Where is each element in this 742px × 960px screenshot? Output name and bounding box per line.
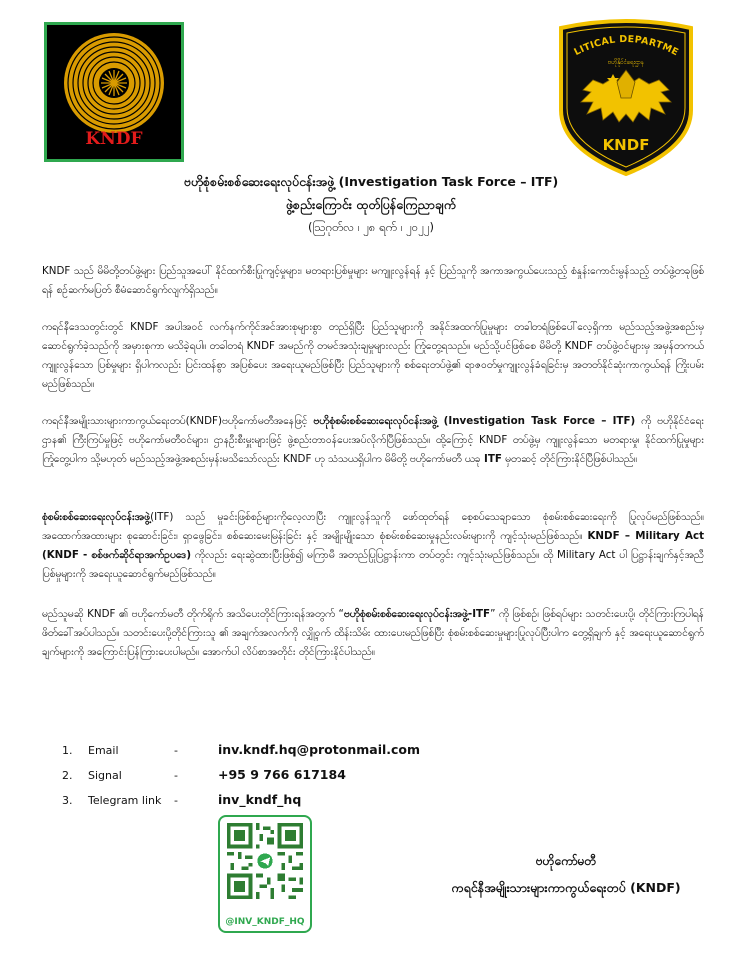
logo-kndf-text: KNDF [85, 129, 143, 149]
signature-organization: ကရင်နီအမျိုးသားများကာကွယ်ရေးတပ် (KNDF) [451, 880, 681, 895]
paragraph-4-text-d: ကိုလည်း ရေးဆွဲထားပြီးဖြစ်၍ မကြာမီ အတည်ပြုပြဋ္ဌာန်းကာ တပ်တွင်း ကျင့်သုံးမည်ဖြစ်သည်။ ထို Military Act ပါ ပြဋ္ဌာန်းချက်နှင့်အညီ ပြစ်မှုများကို အရေးယူဆောင်ရွက်မည်ဖြစ်သည်။ [42, 549, 704, 580]
contact-label: Signal [88, 769, 122, 782]
contact-number: 1. [62, 744, 73, 757]
document-date: (သြဂုတ်လ ၊ ၂၈ ရက် ၊ ၂၀၂၂) [308, 220, 434, 234]
paragraph-4-text-b: (ITF) သည် မှုခင်းဖြစ်စဉ်များကိုလေ့လာပြီး ကျူးလွန်သူကို ဖော်ထုတ်ရန် စေ့စပ်သေချာသော စုံစမ်းစစ်ဆေးရေးကို ပြုလုပ်မည်ဖြစ်သည်။ အထောက်အထားများ စုဆောင်းခြင်း၊ ရှာဖွေခြင်း၊ စစ်ဆေးမေးမြန်းခြင်း နှင့် အမျိုးမျိုးသော စုံစမ်းစစ်ဆေးမှုနည်းလမ်းများကို ကျင့်သုံးမည်ဖြစ်သည်။ [42, 511, 704, 542]
document-title: ဗဟိုစုံစမ်းစစ်ဆေးရေးလုပ်ငန်းအဖွဲ့ (Investigation Task Force – ITF) [183, 174, 559, 189]
paragraph-3-itf: ITF [483, 453, 502, 465]
contact-row-signal [62, 765, 462, 790]
contact-row-telegram [62, 790, 462, 815]
qr-code-icon [227, 823, 303, 899]
document-subtitle: ဖွဲ့စည်းကြောင်း ထုတ်ပြန်ကြေညာချက် [285, 197, 457, 212]
badge-subtitle: ဗဟိုနိုင်ငံရေးဌာန [607, 59, 645, 66]
political-department-badge [553, 18, 699, 178]
paragraph-4-military-act: KNDF – Military Act (KNDF - စစ်ဖက်ဆိုင်ရာအက်ဥပဒေ) [42, 530, 704, 561]
contact-label: Telegram link [88, 794, 162, 807]
kndf-emblem-logo [44, 22, 184, 162]
paragraph-5-text-c: ” ကို ဖြစ်စဉ်၊ ဖြစ်ရပ်များ သတင်းပေးပို့၊ တိုင်ကြားကြပါရန် ဖိတ်ခေါ်အပ်ပါသည်။ သတင်းပေးပို့တိုင်ကြားသူ ၏ အချက်အလက်ကို လျှို့ဝှက် ထိန်းသိမ်း ထားပေးမည်ဖြစ်ပြီး စုံစမ်းစစ်ဆေးမှုများပြုလုပ်ပြီးပါက တွေ့ရှိချက် နှင့် အရေးယူဆောင်ရွက်ချက်များကို အကြောင်းပြန်ကြားပေးပါမည်။ အောက်ပါ လိပ်စာအတိုင်း တိုင်ကြားနိုင်ပါသည်။ [42, 608, 704, 658]
paragraph-5-itf-name: ဗဟိုစုံစမ်းစစ်ဆေးရေးလုပ်ငန်းအဖွဲ့-ITF [343, 608, 491, 620]
paragraph-3-itf-name: ဗဟိုစုံစမ်းစစ်ဆေးရေးလုပ်ငန်းအဖွဲ့ (Investigation Task Force – ITF) [313, 415, 636, 427]
contact-number: 3. [62, 794, 73, 807]
signature-committee: ဗဟိုကော်မတီ [535, 854, 597, 868]
contact-dash: - [174, 769, 178, 782]
badge-kndf-text: KNDF [602, 136, 650, 154]
signal-number[interactable]: +95 9 766 617184 [218, 767, 346, 782]
paragraph-3-text-c: ကို ဗဟိုနိုင်ငံရေးဌာန၏ ကြီးကြပ်မှုဖြင့် ဗဟိုကော်မတီဝင်များ၊ ဌာနဦးစီးမှူးများဖြင့် ဖွဲ့စည်းတာဝန်ပေးအပ်လိုက်ပြီဖြစ်သည်။ ထို့ကြောင့် KNDF တပ်ဖွဲ့မှ ကျူးလွန်သော မတရားမှု၊ နိုင်ထက်ပြုမှုများကြုံတွေ့ပါက သို့မဟုတ် မည်သည့်အဖွဲ့အစည်းမှန်းမသိသော်လည်း KNDF ဟု သံသယရှိပါက မိမိတို့ ဗဟိုကော်မတီ ယခု [42, 415, 704, 465]
paragraph-2: ကရင်နီဒေသတွင်းတွင် KNDF အပါအဝင် လက်နက်ကိုင်အင်အားစုများစွာ တည်ရှိပြီး ပြည်သူများကို အနိုင်အထက်ပြုမှုများ တခါတရံဖြစ်ပေါ်လေ့ရှိကာ မည်သည့်အဖွဲ့အစည်းမှ ဆောင်ရွက်ခဲ့သည်ကို အမှားစုကာ မသိခဲ့ရပါ။ တခါတရံ KNDF အမည်ကို တမင်အသုံးချမှုများလည်း ကြုံတွေ့ရသည်။ မည်သို့ပင်ဖြစ်စေ မိမိတို့ KNDF တပ်ဖွဲ့ဝင်များမှ အမှန်တကယ်ကျူးလွန်သော ပြစ်မှုများ ရှိပါကလည်း ပြင်းထန်စွာ အပြစ်ပေး အရေးယူမည်ဖြစ်ပြီး ပြည်သူများကို စစ်ရေးတပ်ဖွဲ့၏ ရာဇဝတ်မှုကျူးလွန်ခံရခြင်းမှ အတတ်နိုင်ဆုံးကာကွယ်ရန် ကြိုးပမ်းမည်ဖြစ်သည်။ [42, 321, 704, 390]
contact-row-email [62, 740, 462, 765]
contact-label: Email [88, 744, 119, 757]
contact-list [62, 740, 462, 815]
paragraph-5-text-a: မည်သူမဆို KNDF ၏ ဗဟိုကော်မတီ တိုက်ရိုက် အသိပေးတိုင်ကြားရန်အတွက် “ [42, 608, 344, 620]
contact-number: 2. [62, 769, 73, 782]
contact-dash: - [174, 744, 178, 757]
telegram-qr-code[interactable] [218, 815, 312, 933]
badge-title: LITICAL DEPARTME [572, 33, 681, 59]
telegram-link[interactable]: inv_kndf_hq [218, 792, 302, 807]
paragraph-4-lead: စုံစမ်းစစ်ဆေးရေးလုပ်ငန်းအဖွဲ့ [42, 511, 151, 523]
paragraph-5 [42, 605, 704, 685]
paragraph-3-text-e: မှတဆင့် တိုင်ကြားနိုင်ပြီဖြစ်ပါသည်။ [501, 453, 638, 465]
email-address[interactable]: inv.kndf.hq@protonmail.com [218, 742, 421, 757]
paragraph-3-text-a: ကရင်နီအမျိုးသားများကာကွယ်ရေးတပ်(KNDF)ဗဟိုကော်မတီအနေဖြင့် [42, 415, 314, 427]
contact-dash: - [174, 794, 178, 807]
qr-telegram-handle: @INV_KNDF_HQ [225, 917, 305, 927]
paragraph-1: KNDF သည် မိမိတို့တပ်ဖွဲ့များ ပြည်သူအပေါ် နိုင်ထက်စီးပြုကျင့်မှုများ၊ မတရားပြစ်မှုများ မကျူးလွန်ရန် နှင့် ပြည်သူကို အကာအကွယ်ပေးသည့် စံနှုန်းကောင်းမွန်သည့် တပ်ဖွဲ့တခုဖြစ်ရန် စဉ်ဆက်မပြတ် စီမံဆောင်ရွက်လျက်ရှိသည်။ [42, 265, 704, 296]
paragraph-3 [42, 412, 704, 492]
paragraph-4 [42, 508, 704, 588]
